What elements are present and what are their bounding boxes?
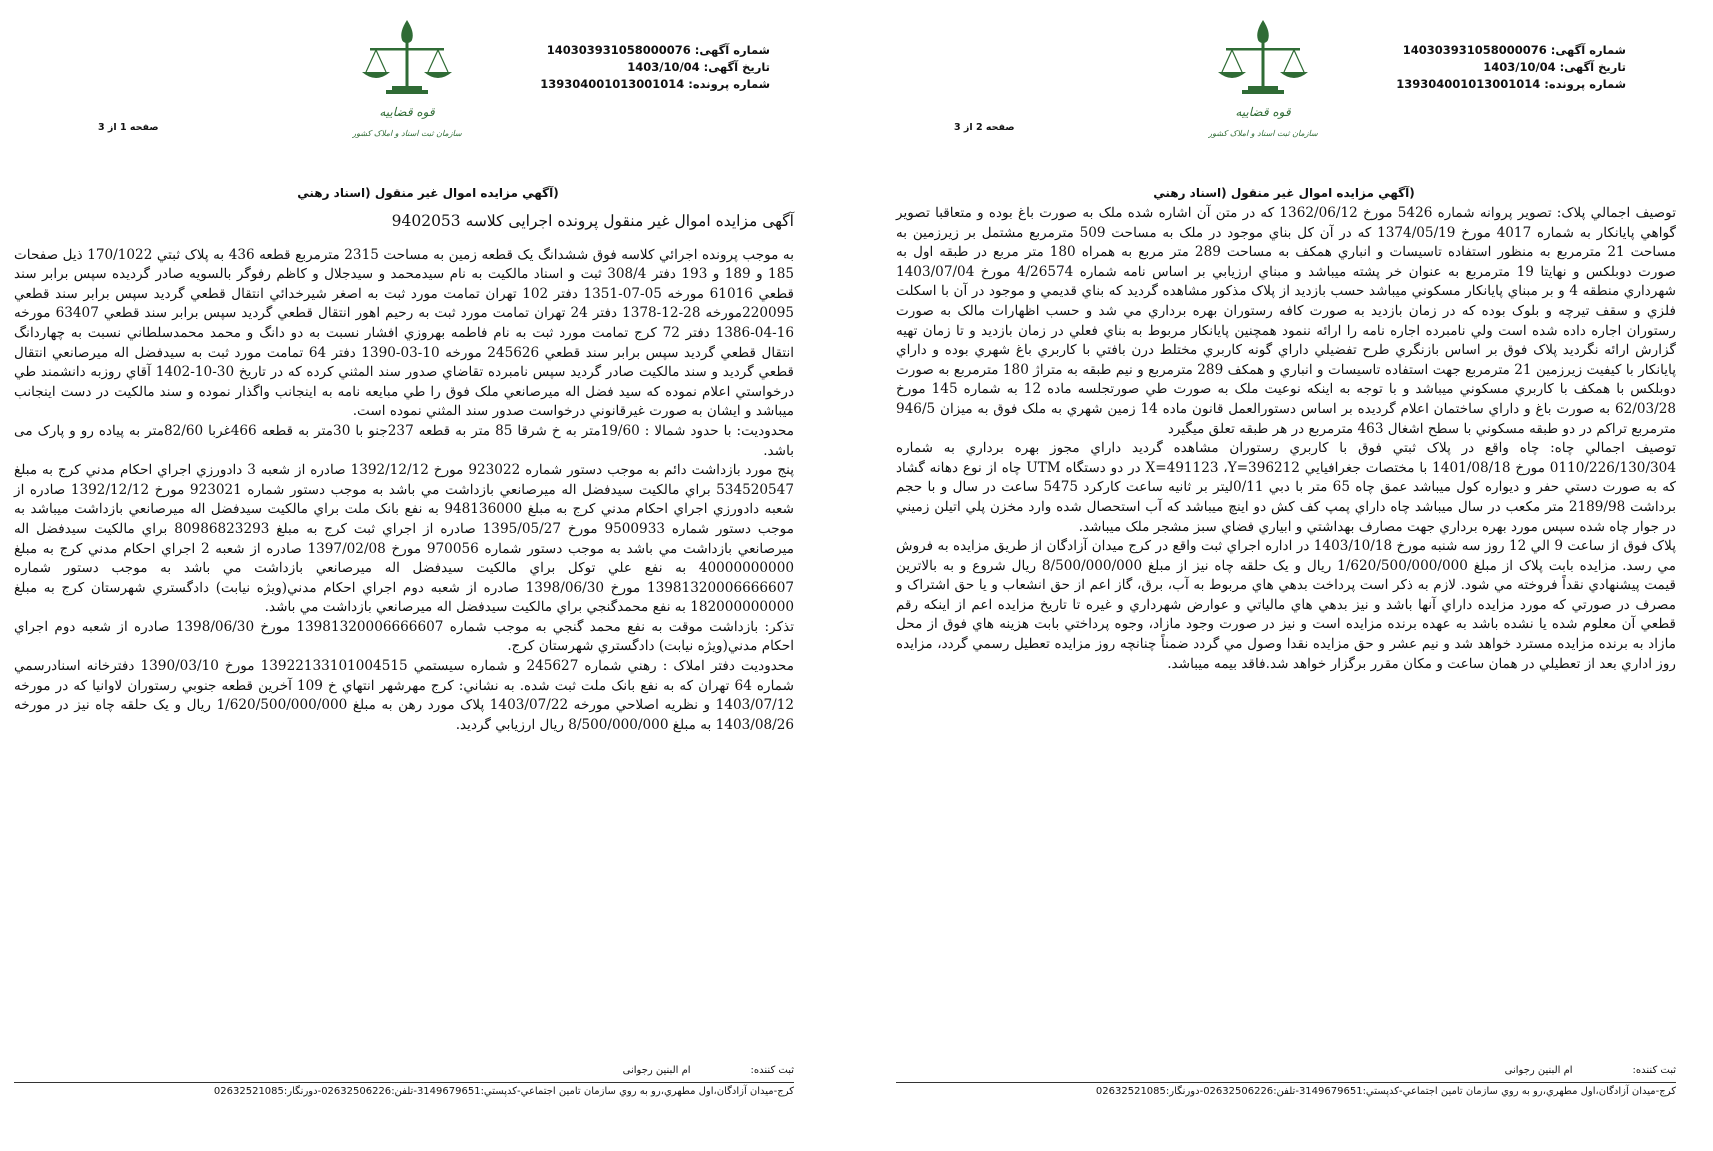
body-paragraph: توصيف اجمالي چاه: چاه واقع در پلاک ثبتي فوق با کاربري رستوران مشاهده گرديد داراي مجوز بهره برداري به شماره 0110/226/130/304 مورخ 1401/08/18 با مختصات جغرافيايي X=491123 ،Y=396212 در دو دستگاه UTM چاه از نوع دهانه گشاد که به صورت دستي حفر و ديواره کول ميباشد عمق چاه 65 متر با دبي 0/11ليتر بر ثانيه ساعت کارکرد 5475 ساعت در سال و با حجم برداشت 2189/98 متر مکعب در سال ميباشد چاه داراي پمپ کف کش دو اينچ ميباشد که آب استحصال شده وارد مخزن پلي اتيلن زميني در جوار چاه شده سپس مورد بهره برداري جهت مصارف بهداشتي و ابياري فضاي سبز مشجر ملک ميباشد. bbox=[896, 440, 1676, 535]
notice-body bbox=[14, 212, 794, 735]
body-paragraph: به موجب پرونده اجرائي کلاسه فوق ششدانگ يک قطعه زمين به مساحت 2315 مترمربع قطعه 436 به پلاک ثبتي 170/1022 ذيل صفحات 185 و 189 و 193 دفتر 308/4 ثبت و اسناد مالکيت به نام سيدمحمد و سيدجلال و کاظم رفوگر بالسويه صادر گرديده سپس برابر سند قطعي 61016 مورخه 05-07-1351 دفتر 102 تهران تمامت مورد ثبت به اصغر شيرخدائي انتقال قطعي گرديد سپس برابر سند قطعي 220095مورخه 28-12-1378 دفتر 24 تهران تمامت مورد ثبت به رحيم اهور انتقال قطعي گرديد سپس برابر سند قطعي 63407 مورخه 16-04-1386 دفتر 72 کرج تمامت مورد ثبت به نام فاطمه بهروزي افشار نسبت به دو دانگ و محمد محمدسلطاني نسبت به چهاردانگ انتقال قطعي گرديد سپس برابر سند قطعي 245626 مورخه 10-03-1390 دفتر 64 تمامت مورد ثبت به سيدفضل اله ميرصانعي انتقال قطعي گرديد و سند مالکيت صادر گرديد سپس نامبرده تقاضاي صدور سند المثني کرده که در تاريخ 30-10-1402 آقاي روزبه دانشمند طي درخواستي اعلام نموده که سيد فضل اله ميرصانعي ملک فوق را طي مبايعه نامه به اينجانب واگذار نموده و سند مالکيت در دست اينجانب ميباشد و ايشان به صورت غيرقانوني درخواست صدور سند المثني نموده است. bbox=[14, 246, 795, 420]
file-number-label: شماره پرونده: bbox=[688, 77, 770, 91]
notice-footer bbox=[14, 1064, 794, 1099]
body-paragraph: تذکر: بازداشت موقت به نفع محمد گنجي به موجب شماره 13981320006666607 مورخ 1398/06/30 صادره از شعبه دوم اجراي احکام مدني(ويژه نيابت) دادگستري شهرستان کرج. bbox=[14, 618, 794, 655]
notice-meta bbox=[1386, 42, 1626, 93]
ad-number: 140303931058000076 bbox=[1402, 43, 1547, 57]
body-paragraph: محدوديت: با حدود شمالا : 19/60متر به خ شرقا 85 متر به قطعه 237جنو با 30متر به قطعه 466غربا 82/60متر به پياده رو و پارک می باشد. bbox=[14, 422, 795, 459]
body-paragraph: توصيف اجمالي پلاک: تصوير پروانه شماره 5426 مورخ 1362/06/12 که در متن آن اشاره شده ملک به صورت باغ بوده و متعاقبا تصوير گواهي پايانکار به شماره 4017 مورخ 1374/05/19 که در آن کل بناي موجود در ملک به مساحت 509 مترمربع مشتمل بر زيرزمين به مساحت 21 مترمربع به منظور استفاده تاسيسات و انباري همکف به مساحت 289 متر مربع به همراه 180 متر مربع در طبقه اول به صورت دوبلکس و نهايتا 19 مترمربع به عنوان خر پشته ميباشد و مبناي ارزيابي بر اساس نامه شماره 4/26574 مورخ 1403/07/04 شهرداري منطقه 4 و بر مبناي پايانکار مسکوني ميباشد حسب بازديد از پلاک مذکور مشاهده گرديد که بناي قديمي و موجود در آن با اسکلت فلزي و سقف تيرچه و بلوک بوده که در زمان بازديد به صورت کافه رستوران بهره برداري مي شد و حسب اظهارات مالک به صورت رستوران اجاره داده شده است ولي نامبرده اجاره نامه را ارائه ننمود همچنين پايانکار مربوط به بناي فعلي در زمان بازديد و تا زمان تهيه گزارش ارائه نگرديد پلاک فوق بر اساس بازنگري طرح تفضيلي داراي گونه کاربري مختلط درن بافتي با کاربري باغ شهري بوده و داراي پايانکار با کيفيت زيرزمين 21 مترمربع جهت استفاده تاسيسات و انباري و همکف 289 مترمربع و نيم طبقه به متراژ 180 مترمربع به صورت دوبلکس با همکف با کاربري مسکوني ميباشد و با توجه به اينکه نوعيت ملک به صورت طي صورتجلسه ماده 12 به شماره 145 مورخ 62/03/28 به صورت باغ و داراي ساختمان اعلام گرديده بر اساس دستورالعمل قانون ماده 14 زمين شهري به ملک فوق به ميزان 946/5 مترمربع تراکم در دو طبقه مسکوني با سطح اشغال 463 مترمربع در هر طبقه تعلق ميگيرد bbox=[896, 205, 1677, 437]
body-paragraph: محدوديت دفتر املاک : رهني شماره 245627 و شماره سيستمي 13922133101004515 مورخ 1390/03/10 دفترخانه اسنادرسمي شماره 64 تهران که به نفع بانک ملت ثبت شده. به نشاني: کرج مهرشهر انتهاي خ 109 آخرين قطعه جنوبي رستوران لاوانيا که در مورخه 1403/07/12 و نظريه اصلاحي مورخه 1403/07/22 پلاک مورد رهن به مبلغ 1/620/500/000/000 ريال و يک حلقه چاه نيز در مورخه 1403/08/26 به مبلغ 8/500/000/000 ريال ارزيابي گرديد. bbox=[14, 658, 795, 733]
ad-number-label: شماره آگهی: bbox=[1550, 43, 1626, 57]
svg-text:قوه قضاییه: قوه قضاییه bbox=[1235, 105, 1291, 119]
registrar-label: ثبت كننده: bbox=[750, 1065, 794, 1076]
notice-meta bbox=[530, 42, 770, 93]
registrar-name: ام البنين رجوانی bbox=[622, 1065, 691, 1076]
notice-body bbox=[896, 204, 1676, 674]
ad-date-label: تاریخ آگهی: bbox=[703, 60, 770, 74]
notice-page-2 bbox=[856, 0, 1712, 1151]
svg-text:سازمان ثبت اسناد و املاک کشور: سازمان ثبت اسناد و املاک کشور bbox=[352, 129, 462, 138]
svg-text:سازمان ثبت اسناد و املاک کشور: سازمان ثبت اسناد و املاک کشور bbox=[1208, 129, 1318, 138]
notice-footer bbox=[896, 1064, 1676, 1099]
notice-title: (آگهي مزايده اموال غير منقول (اسناد رهني bbox=[1153, 186, 1415, 200]
judiciary-emblem-icon bbox=[1208, 14, 1318, 154]
svg-text:قوه قضاییه: قوه قضاییه bbox=[379, 105, 435, 119]
notice-subtitle: آگهی مزایده اموال غیر منقول پرونده اجرایی کلاسه 9402053 bbox=[391, 212, 794, 230]
file-number-label: شماره پرونده: bbox=[1544, 77, 1626, 91]
body-paragraph: پنج مورد بازداشت دائم به موجب دستور شماره 923022 مورخ 1392/12/12 صادره از شعبه 3 دادورزي اجراي احکام مدني کرج به مبلغ 534520547 براي مالکيت سيدفضل اله ميرصانعي بازداشت مي باشد به موجب دستور شماره 923021 مورخ 1392/12/12 صادره از شعبه دادورزي اجراي احکام مدني کرج به مبلغ 948136000 به نفع بانک ملت براي مالکيت سيدفضل اله ميرصانعي بازداشت ميباشد به موجب دستور شماره 9500933 مورخ 1395/05/27 صادره از اجراي ثبت کرج به مبلغ 80986823293 براي مالکيت سيدفضل اله ميرصانعي بازداشت مي باشد به موجب دستور شماره 970056 مورخ 1397/02/08 صادره از شعبه 2 اجراي احکام مدني کرج به مبلغ 40000000000 به نفع علي توکل براي مالکيت سيدفضل اله ميرصانعي بازداشت مي باشد به موجب دستور شماره 13981320006666607 مورخ 1398/06/30 صادره از شعبه دوم اجراي احکام مدني(ويژه نيابت) دادگستري شهرستان کرج به مبلغ 182000000000 به نفع محمدگنجي براي مالکيت سيدفضل اله ميرصانعي بازداشت مي باشد. bbox=[14, 462, 794, 616]
notice-title: (آگهي مزايده اموال غير منقول (اسناد رهني bbox=[297, 186, 559, 200]
notice-page-1 bbox=[0, 0, 856, 1151]
registrar-label: ثبت كننده: bbox=[1632, 1065, 1676, 1076]
file-number: 139304001013001014 bbox=[1396, 77, 1541, 91]
page-number: صفحه 1 از 3 bbox=[98, 122, 159, 133]
ad-number: 140303931058000076 bbox=[546, 43, 691, 57]
ad-date: 1403/10/04 bbox=[1483, 60, 1556, 74]
registrar-name: ام البنين رجوانی bbox=[1504, 1065, 1573, 1076]
ad-number-label: شماره آگهی: bbox=[694, 43, 770, 57]
page-number: صفحه 2 از 3 bbox=[954, 122, 1015, 133]
office-address: کرج-ميدان آزادگان،اول مطهري،رو به روي سازمان تامين اجتماعي-کدپستي:3149679651-تلفن:02632506226-دورنگار:02632521085 bbox=[14, 1082, 794, 1099]
judiciary-emblem-icon bbox=[352, 14, 462, 154]
file-number: 139304001013001014 bbox=[540, 77, 685, 91]
office-address: کرج-ميدان آزادگان،اول مطهري،رو به روي سازمان تامين اجتماعي-کدپستي:3149679651-تلفن:02632506226-دورنگار:02632521085 bbox=[896, 1082, 1676, 1099]
ad-date-label: تاریخ آگهی: bbox=[1559, 60, 1626, 74]
body-paragraph: پلاک فوق از ساعت 9 الي 12 روز سه شنبه مورخ 1403/10/18 در اداره اجراي ثبت واقع در کرج ميدان آزادگان از طريق مزايده به فروش مي رسد. مزايده بابت پلاک از مبلغ 1/620/500/000/000 ريال و يک حلقه چاه نيز از مبلغ 8/500/000/000 ريال شروع و به بالاترين قيمت پيشنهادي نقداً فروخته مي شود. لازم به ذکر است پرداخت بدهي هاي مربوط به آب، برق، گاز اعم از حق انشعاب و يا حق اشتراک و مصرف در صورتي که مورد مزايده داراي آنها باشد و نيز بدهي هاي مالياتي و عوارض شهرداري و غيره تا تاريخ مزايده اعم از اينکه رقم قطعي آن معلوم شده يا نشده باشد به عهده برنده مزايده است و نيز در صورت وجود مازاد، وجوه پرداختي بابت هزينه هاي فوق از محل مازاد به برنده مزايده مسترد خواهد شد و نيم عشر و حق مزايده نقدا وصول مي گردد ضمناً چنانچه روز مزايده تعطيل رسمي گردد، مزايده روز اداري بعد از تعطيلي در همان ساعت و مکان مقرر برگزار خواهد شد.فاقد بيمه ميباشد. bbox=[896, 538, 1676, 672]
ad-date: 1403/10/04 bbox=[627, 60, 700, 74]
